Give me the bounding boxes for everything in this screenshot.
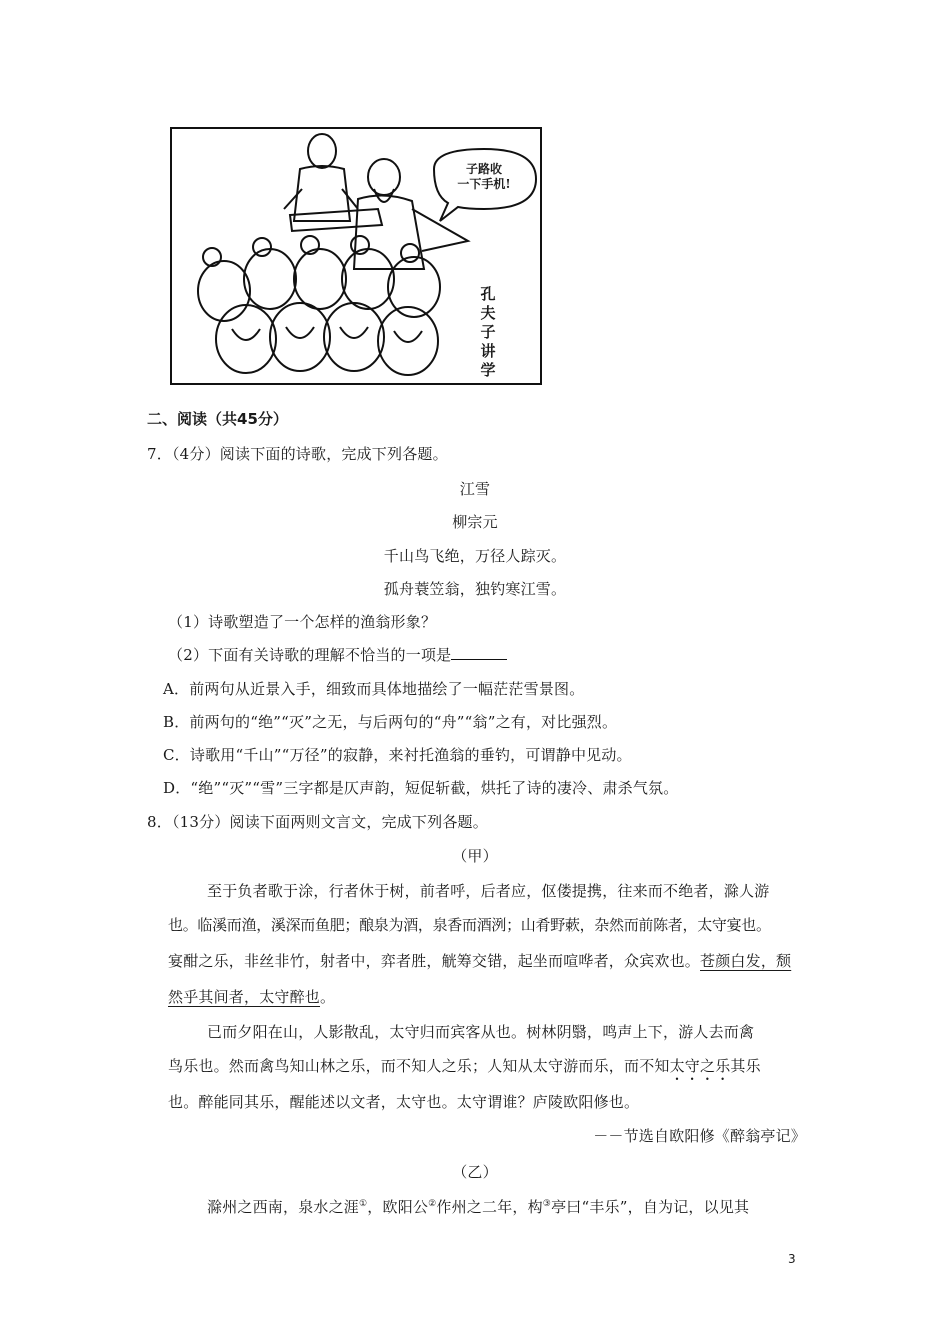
poem-line-1: 千山鸟飞绝，万径人踪灭。: [383, 547, 567, 565]
jia-p1-line-1: 至于负者歌于涂，行者休于树，前者呼，后者应，伛偻提携，往来而不绝者，滁人游: [207, 882, 770, 900]
passage-jia-label: （甲）: [452, 847, 498, 865]
caption-char: 学: [480, 361, 496, 379]
q7-sub-2: [168, 644, 507, 665]
passage-yi-label: （乙）: [452, 1163, 498, 1181]
yi-text-1: 滁州之西南，泉水之涯: [207, 1198, 360, 1216]
emphasized-phrase: 太守之乐: [669, 1057, 731, 1075]
caption-char: 孔: [480, 285, 496, 303]
jia-p2-line-2-text: 鸟乐也。然而禽鸟知山林之乐，而不知人之乐；人知从太守游而乐，而不知: [168, 1057, 670, 1075]
caption-char: 夫: [480, 304, 496, 322]
footnote-1: ①: [359, 1199, 368, 1209]
underlined-sentence: 苍颜白发，颓: [700, 952, 792, 970]
jia-p2-line-2-end: 其乐: [730, 1057, 761, 1075]
q7-heading: 7．（4分）阅读下面的诗歌，完成下列各题。: [147, 445, 448, 463]
cartoon-caption: [478, 285, 498, 380]
q7-sub-2-text: （2）下面有关诗歌的理解不恰当的一项是: [168, 646, 452, 664]
speech-line-1: 子路收: [465, 162, 502, 176]
q7-option-b: B．前两句的“绝”“灭”之无，与后两句的“舟”“翁”之有，对比强烈。: [163, 713, 618, 731]
yi-text-3: 作州之二年，构: [436, 1198, 543, 1216]
footnote-2: ②: [428, 1199, 437, 1209]
caption-char: 子: [480, 323, 496, 341]
yi-text-4: 亭曰“丰乐”，自为记，以见其: [551, 1198, 750, 1216]
speech-line-2: 一下手机!: [457, 177, 511, 191]
underlined-sentence-cont: 然乎其间者，太守醉也: [168, 988, 321, 1006]
jia-p2-line-2: [168, 1055, 761, 1084]
q7-option-c: C．诗歌用“千山”“万径”的寂静，来衬托渔翁的垂钓，可谓静中见动。: [163, 746, 632, 764]
jia-p1-line-4: [168, 986, 335, 1007]
speech-bubble-text: [442, 162, 526, 192]
caption-char: 讲: [480, 342, 496, 360]
passage-source: －－节选自欧阳修《醉翁亭记》: [593, 1127, 806, 1145]
cartoon-illustration: [170, 127, 542, 385]
poem-title: 江雪: [459, 480, 491, 498]
poem-line-2: 孤舟蓑笠翁，独钓寒江雪。: [383, 580, 567, 598]
q7-sub-1: （1）诗歌塑造了一个怎样的渔翁形象？: [168, 613, 437, 631]
period: 。: [320, 988, 336, 1006]
footnote-3: ③: [542, 1199, 552, 1209]
yi-text-2: ，欧阳公: [367, 1198, 429, 1216]
q8-heading: 8．（13分）阅读下面两则文言文，完成下列各题。: [147, 813, 488, 831]
page-number: 3: [788, 1252, 796, 1266]
yi-line-1: [207, 1196, 749, 1217]
answer-blank[interactable]: [451, 647, 507, 660]
jia-p1-line-3-text: 宴酣之乐，非丝非竹，射者中，弈者胜，觥筹交错，起坐而喧哗者，众宾欢也。: [168, 952, 701, 970]
jia-p1-line-2: 也。临溪而渔，溪深而鱼肥；酿泉为酒，泉香而酒洌；山肴野蔌，杂然而前陈者，太守宴也。: [168, 916, 771, 934]
jia-p1-line-3: [168, 950, 791, 971]
q7-option-d: D．“绝”“灭”“雪”三字都是仄声韵，短促斩截，烘托了诗的凄冷、肃杀气氛。: [163, 779, 679, 797]
section-title: 二、阅读（共45分）: [147, 410, 288, 428]
jia-p2-line-1: 已而夕阳在山，人影散乱，太守归而宾客从也。树林阴翳，鸣声上下，游人去而禽: [207, 1023, 755, 1041]
poem-author: 柳宗元: [452, 513, 498, 531]
q7-option-a: A．前两句从近景入手，细致而具体地描绘了一幅茫茫雪景图。: [163, 680, 585, 698]
jia-p2-line-3: 也。醉能同其乐，醒能述以文者，太守也。太守谓谁？庐陵欧阳修也。: [168, 1093, 640, 1111]
